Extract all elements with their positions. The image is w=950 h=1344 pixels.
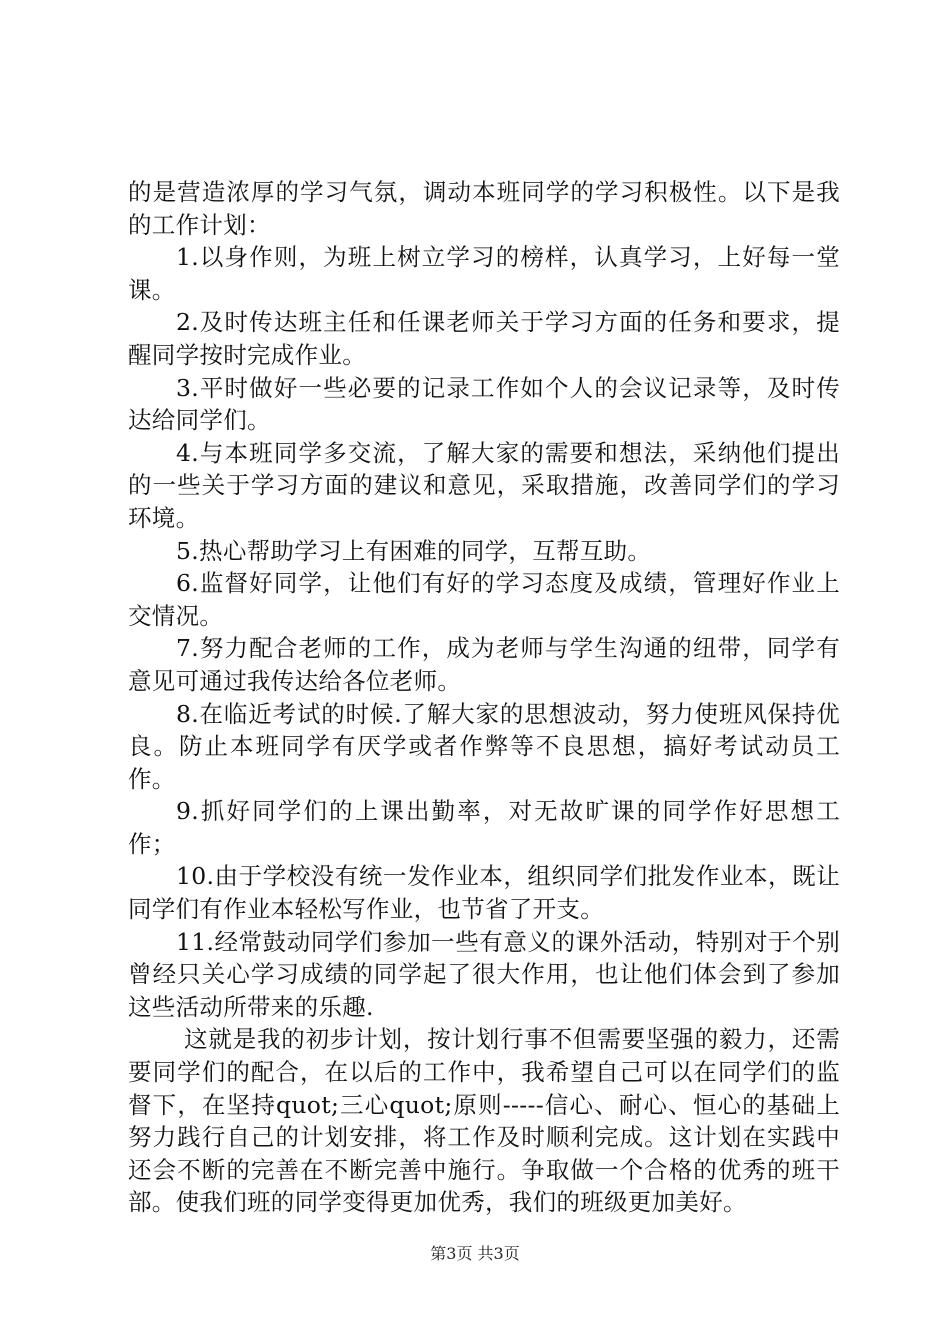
- paragraph-item-7: 7.努力配合老师的工作，成为老师与学生沟通的纽带，同学有意见可通过我传达给各位老师。: [128, 634, 840, 695]
- paragraph-intro: 的是营造浓厚的学习气氛，调动本班同学的学习积极性。以下是我的工作计划：: [128, 178, 840, 239]
- document-body: [128, 176, 840, 1219]
- paragraph-item-10: 10.由于学校没有统一发作业本，组织同学们批发作业本，既让同学们有作业本轻松写作业，也节省了开支。: [128, 862, 840, 924]
- paragraph-item-11: 11.经常鼓动同学们参加一些有意义的课外活动，特别对于个别曾经只关心学习成绩的同学起了很大作用，也让他们体会到了参加这些活动所带来的乐趣.: [128, 927, 840, 1021]
- paragraph-item-5: 5.热心帮助学习上有困难的同学，互帮互助。: [176, 536, 652, 565]
- page-number-footer: 第3页 共3页: [430, 1244, 520, 1263]
- paragraph-conclusion: 这就是我的初步计划，按计划行事不但需要坚强的毅力，还需要同学们的配合，在以后的工作中，我希望自己可以在同学们的监督下，在坚持quot;三心quot;原则-----信心、耐心、恒心的基础上努力践行自己的计划安排，将工作及时顺利完成。这计划在实践中还会不断的完善在不断完善中施行。争取做一个合格的优秀的班干部。使我们班的同学变得更加优秀，我们的班级更加美好。: [128, 1025, 840, 1217]
- paragraph-item-4: 4.与本班同学多交流，了解大家的需要和想法，采纳他们提出的一些关于学习方面的建议和意见，采取措施，改善同学们的学习环境。: [128, 438, 840, 532]
- paragraph-item-2: 2.及时传达班主任和任课老师关于学习方面的任务和要求，提醒同学按时完成作业。: [128, 308, 840, 369]
- paragraph-item-9: 9.抓好同学们的上课出勤率，对无故旷课的同学作好思想工作；: [128, 797, 840, 858]
- paragraph-item-8: 8.在临近考试的时候.了解大家的思想波动，努力使班风保持优良。防止本班同学有厌学或者作弊等不良思想，搞好考试动员工作。: [128, 699, 840, 793]
- paragraph-item-3: 3.平时做好一些必要的记录工作如个人的会议记录等，及时传达给同学们。: [128, 373, 840, 435]
- paragraph-item-1: 1.以身作则，为班上树立学习的榜样，认真学习，上好每一堂课。: [128, 243, 840, 304]
- paragraph-item-6: 6.监督好同学，让他们有好的学习态度及成绩，管理好作业上交情况。: [128, 569, 840, 630]
